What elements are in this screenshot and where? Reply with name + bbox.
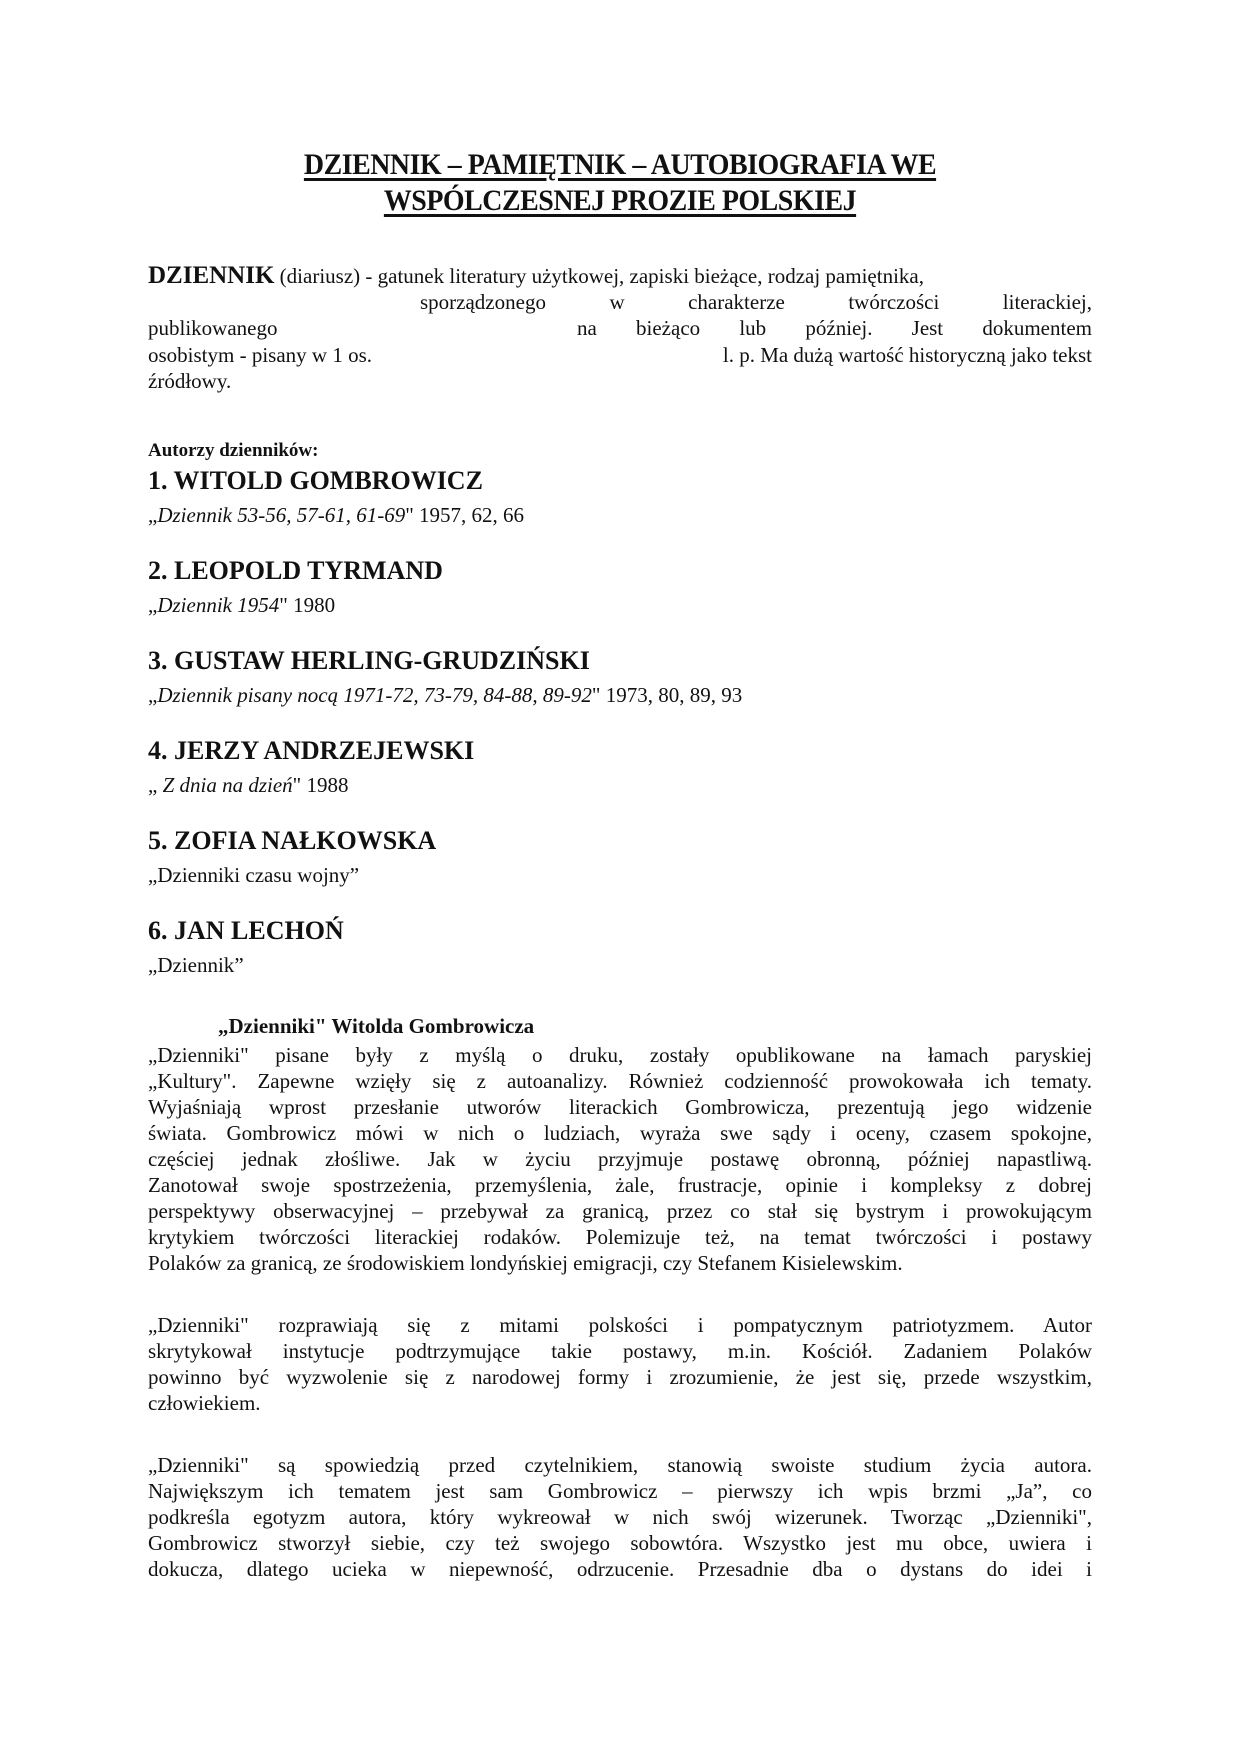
paragraph-2-line: człowiekiem. xyxy=(148,1391,261,1415)
paragraph-2-line: powinno być wyzwolenie się z narodowej formy i zrozumienie, że jest się, przede wszystkim, xyxy=(148,1365,1092,1389)
work-years: 1973, 80, 89, 93 xyxy=(600,683,743,707)
author-name: 3. GUSTAW HERLING-GRUDZIŃSKI xyxy=(148,646,590,675)
author-name: 1. WITOLD GOMBROWICZ xyxy=(148,466,483,495)
paragraph-3-line: Największym ich tematem jest sam Gombrowicz – pierwszy ich wpis brzmi „Ja”, co xyxy=(148,1479,1092,1503)
definition-line-1-text: (diariusz) - gatunek literatury użytkowej, zapiski bieżące, rodzaj pamiętnika, xyxy=(274,264,924,288)
close-quote: " xyxy=(405,503,414,527)
paragraph-1-line: perspektywy obserwacyjnej – przebywał za granicą, przez co stał się bystrym i prowokującym xyxy=(148,1199,1092,1223)
paragraph-1-line: krytykiem twórczości literackiej rodaków. Polemizuje też, na temat twórczości i postawy xyxy=(148,1225,1092,1249)
close-quote: ” xyxy=(234,953,244,977)
work-years: 1980 xyxy=(287,593,336,617)
author-name: 4. JERZY ANDRZEJEWSKI xyxy=(148,736,475,765)
work-years: 1988 xyxy=(301,773,349,797)
paragraph-2-line: „Dzienniki" rozprawiają się z mitami polskości i pompatycznym patriotyzmem. Autor xyxy=(148,1313,1092,1337)
paragraph-1-line: częściej jednak złośliwe. Jak w życiu przyjmuje postawę obronną, później napastliwą. xyxy=(148,1147,1092,1171)
author-work xyxy=(148,683,742,708)
document-title-line-2: WSPÓLCZESNEJ PROZIE POLSKIEJ xyxy=(383,184,857,217)
close-quote: " xyxy=(591,683,601,707)
author-work xyxy=(148,503,524,528)
definition-line-3-right: na bieżąco lub później. Jest dokumentem xyxy=(577,316,1092,340)
open-quote: „ xyxy=(148,683,158,707)
definition-line-4-left: osobistym - pisany w 1 os. xyxy=(148,343,373,367)
paragraph-1-line: Wyjaśniają wprost przesłanie utworów literackich Gombrowicza, prezentują jego widzenie xyxy=(148,1095,1092,1119)
definition-line-4-right: l. p. Ma dużą wartość historyczną jako tekst xyxy=(722,343,1092,367)
close-quote: ” xyxy=(349,863,360,887)
definition-line-3-left: publikowanego xyxy=(148,316,278,340)
close-quote: " xyxy=(279,593,288,617)
close-quote: " xyxy=(292,773,302,797)
work-title: Dzienniki czasu wojny xyxy=(157,863,350,887)
work-title: Dziennik 1954 xyxy=(157,593,280,617)
paragraph-1-line: „Dzienniki" pisane były z myślą o druku, zostały opublikowane na łamach paryskiej xyxy=(148,1043,1092,1067)
work-title: Dziennik 53-56, 57-61, 61-69 xyxy=(157,503,406,527)
paragraph-1-line: „Kultury". Zapewne wzięły się z autoanalizy. Również codzienność prowokowała ich tematy. xyxy=(148,1069,1092,1093)
work-title: Dziennik pisany nocą 1971-72, 73-79, 84-88, 89-92 xyxy=(157,683,592,707)
paragraph-3-line: dokucza, dlatego ucieka w niepewność, odrzucenie. Przesadnie dba o dystans do idei i xyxy=(148,1557,1092,1581)
author-name: 6. JAN LECHOŃ xyxy=(148,916,344,945)
paragraph-2-line: skrytykował instytucje podtrzymujące takie postawy, m.in. Kościół. Zadaniem Polaków xyxy=(148,1339,1092,1363)
author-work xyxy=(148,593,335,618)
open-quote: „ xyxy=(148,503,158,527)
author-work xyxy=(148,863,359,888)
open-quote: „ xyxy=(148,863,158,887)
open-quote: „ xyxy=(148,953,158,977)
paragraph-3-line: Gombrowicz stworzył siebie, czy też swojego sobowtóra. Wszystko jest mu obce, uwiera i xyxy=(148,1531,1092,1555)
author-work xyxy=(148,773,349,798)
authors-label: Autorzy dzienników: xyxy=(148,440,319,461)
open-quote: „ xyxy=(148,773,158,797)
work-title: Z dnia na dzień xyxy=(157,773,293,797)
document-title-line-1: DZIENNIK – PAMIĘTNIK – AUTOBIOGRAFIA WE xyxy=(303,148,937,181)
author-work xyxy=(148,953,244,978)
paragraph-3-line: „Dzienniki" są spowiedzią przed czytelnikiem, stanowią swoiste studium życia autora. xyxy=(148,1453,1092,1477)
open-quote: „ xyxy=(148,593,158,617)
author-name: 2. LEOPOLD TYRMAND xyxy=(148,556,443,585)
work-title: Dziennik xyxy=(157,953,235,977)
paragraph-1-line: świata. Gombrowicz mówi w nich o ludziach, wyraża swe sądy i oceny, czasem spokojne, xyxy=(148,1121,1092,1145)
work-years: 1957, 62, 66 xyxy=(413,503,525,527)
definition-line-2: sporządzonego w charakterze twórczości literackiej, xyxy=(420,290,1092,314)
paragraph-3-line: podkreśla egotyzm autora, który wykreował w nich swój wizerunek. Tworząc „Dzienniki", xyxy=(148,1505,1092,1529)
paragraph-1-line: Zanotował swoje spostrzeżenia, przemyślenia, żale, frustracje, opinie i kompleksy z dobrej xyxy=(148,1173,1092,1197)
definition-line-1 xyxy=(148,262,924,290)
definition-term: DZIENNIK xyxy=(148,262,275,289)
definition-line-5: źródłowy. xyxy=(148,369,232,393)
section-heading: „Dzienniki" Witolda Gombrowicza xyxy=(218,1014,535,1038)
paragraph-1-line: Polaków za granicą, ze środowiskiem londyńskiej emigracji, czy Stefanem Kisielewskim. xyxy=(148,1251,903,1275)
author-name: 5. ZOFIA NAŁKOWSKA xyxy=(148,826,437,855)
